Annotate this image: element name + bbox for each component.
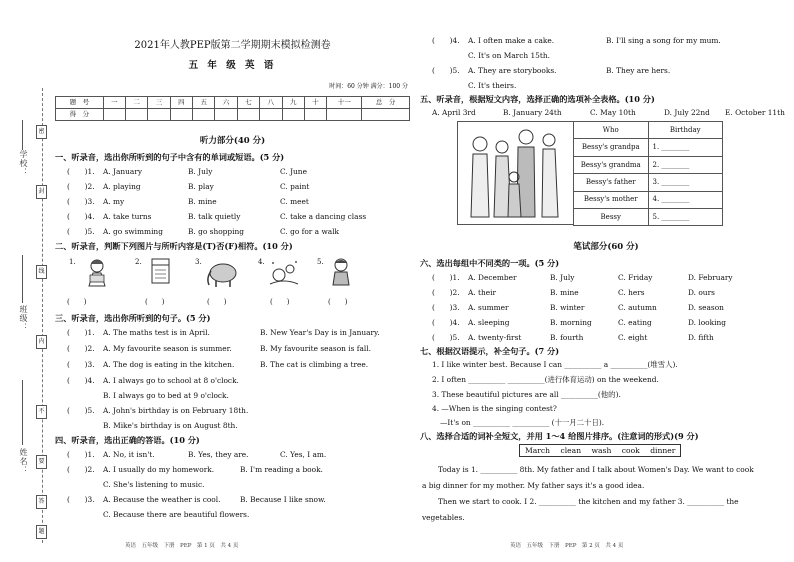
passage-line: a big dinner for my mother. My father says it's a good idea. (422, 481, 645, 490)
tf-paren[interactable]: ( ) (328, 298, 348, 306)
score-row-label: 得 分 (56, 109, 104, 121)
option-a: A. sleeping (468, 318, 510, 327)
answer-paren[interactable]: ( )2. (67, 182, 95, 191)
family-picture (457, 121, 573, 225)
option-c: C. Friday (618, 273, 653, 282)
birthday-blank[interactable]: 3. ________ (648, 174, 723, 191)
answer-paren[interactable]: ( )2. (432, 288, 460, 297)
binding-strip (0, 0, 48, 562)
option-a: A. The dog is eating in the kitchen. (103, 360, 235, 369)
seal-mark-3: 线 (36, 265, 47, 279)
score-header-row (56, 97, 410, 109)
score-header-cell: 六 (215, 97, 237, 109)
name-label: 姓名： (19, 448, 28, 475)
option-b: B. morning (550, 318, 592, 327)
tf-paren[interactable]: ( ) (270, 298, 290, 306)
score-cell[interactable] (148, 109, 170, 121)
option-c: C. It's on March 15th. (468, 51, 550, 60)
option-b: B. I always go to bed at 9 o'clock. (103, 391, 229, 400)
score-cell[interactable] (103, 109, 125, 121)
who-cell: Bessy (574, 208, 649, 225)
birthday-blank[interactable]: 1. ________ (648, 139, 723, 156)
option-a: A. my (103, 197, 125, 206)
picture-number: 3. (195, 258, 202, 266)
answer-paren[interactable]: ( )5. (432, 66, 460, 75)
answer-paren[interactable]: ( )5. (432, 333, 460, 342)
passage-line: vegetables. (422, 513, 465, 522)
passage-line[interactable]: Then we start to cook. I 2. __________ the kitchen and my father 3. __________ the (438, 497, 739, 506)
answer-paren[interactable]: ( )2. (67, 465, 95, 474)
option-c: C. paint (280, 182, 310, 191)
option-c: C. She's listening to music. (103, 480, 205, 489)
who-cell: Bessy's grandpa (574, 139, 649, 156)
score-cell[interactable] (304, 109, 326, 121)
option-b: B. play (188, 182, 214, 191)
option-c: C. eating (618, 318, 652, 327)
seal-mark-6: 要 (36, 455, 47, 469)
option-a: A. They are storybooks. (468, 66, 557, 75)
school-label: 学校： (19, 150, 28, 177)
picture-number: 5. (317, 258, 324, 266)
birthday-option: C. May 10th (590, 108, 636, 117)
answer-paren[interactable]: ( )4. (432, 36, 460, 45)
option-b: B. July (550, 273, 575, 282)
answer-paren[interactable]: ( )4. (67, 376, 95, 385)
score-header-cell: 十 (304, 97, 326, 109)
option-a: A. go swimming (103, 227, 163, 236)
answer-paren[interactable]: ( )4. (67, 212, 95, 221)
option-b: B. The cat is climbing a tree. (260, 360, 369, 369)
tf-paren[interactable]: ( ) (207, 298, 227, 306)
answer-paren[interactable]: ( )1. (67, 167, 95, 176)
option-b: B. I'll sing a song for my mum. (606, 36, 721, 45)
grade-title: 五 年 级 英 语 (188, 60, 277, 71)
option-a: A. No, it isn't. (103, 450, 155, 459)
birthday-header: Birthday (648, 122, 723, 139)
birthday-option: B. January 24th (503, 108, 562, 117)
birthday-blank[interactable]: 5. ________ (648, 208, 723, 225)
answer-paren[interactable]: ( )1. (67, 450, 95, 459)
option-b: B. They are hers. (606, 66, 671, 75)
snow-play-picture (267, 258, 301, 288)
passage-line[interactable]: Today is 1. __________ 8th. My father and I talk about Women's Day. We want to cook (438, 465, 754, 474)
page-footer-left: 英语 五年级 下册 PEP 第 1 页 共 4 页 (125, 543, 239, 550)
option-c: C. autumn (618, 303, 657, 312)
fill-sentence[interactable]: 3. These beautiful pictures are all __________(他的). (432, 390, 621, 399)
picture-number: 2. (135, 258, 142, 266)
option-d: D. February (688, 273, 733, 282)
option-c: C. hers (618, 288, 645, 297)
seal-mark-8: 题 (36, 525, 47, 539)
section-4-heading: 四、听录音，选出正确的答语。(10 分) (55, 435, 200, 445)
option-c: C. June (280, 167, 307, 176)
option-a: A. I always go to school at 8 o'clock. (103, 376, 239, 385)
fill-sentence: 4. —When is the singing contest? (432, 404, 557, 413)
exam-meta: 时间：60 分钟 满分：100 分 (329, 83, 408, 90)
option-b: B. winter (550, 303, 585, 312)
option-b: B. Yes, they are. (188, 450, 249, 459)
birthday-table-row (574, 191, 723, 208)
tf-paren[interactable]: ( ) (67, 298, 87, 306)
option-a: A. I usually do my homework. (103, 465, 215, 474)
birthday-blank[interactable]: 2. ________ (648, 156, 723, 173)
family-illustration (458, 122, 572, 224)
option-a: A. summer (468, 303, 509, 312)
left-page (55, 0, 410, 562)
option-a: A. The maths test is in April. (103, 328, 210, 337)
section-6-heading: 六、选出每组中不同类的一项。(5 分) (420, 258, 560, 268)
score-header-cell: 总 分 (362, 97, 410, 109)
score-cell[interactable] (126, 109, 148, 121)
who-cell: Bessy's mother (574, 191, 649, 208)
seal-mark-7: 答 (36, 495, 47, 509)
picture-number: 1. (69, 258, 76, 266)
birthday-table-row (574, 139, 723, 156)
option-c: C. Yes, I am. (280, 450, 327, 459)
fill-sentence[interactable]: —It's on __________ __________ (十一月二十日). (440, 418, 605, 427)
option-a: A. twenty-first (468, 333, 522, 342)
option-b: B. Mike's birthday is on August 8th. (103, 421, 238, 430)
option-b: B. mine (188, 197, 217, 206)
who-cell: Bessy's father (574, 174, 649, 191)
score-header-cell: 八 (260, 97, 282, 109)
section-1-heading: 一、听录音，选出你所听到的句子中含有的单词或短语。(5 分) (55, 152, 285, 162)
score-cell[interactable] (260, 109, 282, 121)
score-header-cell: 题 号 (56, 97, 104, 109)
birthday-option: A. April 3rd (432, 108, 476, 117)
answer-paren[interactable]: ( )3. (67, 360, 95, 369)
answer-paren[interactable]: ( )5. (67, 227, 95, 236)
birthday-table-row (574, 208, 723, 225)
school-line (22, 120, 23, 150)
answer-paren[interactable]: ( )3. (432, 303, 460, 312)
section-3-heading: 三、听录音，选出你所听到的句子。(5 分) (55, 313, 211, 323)
option-b: B. Because I like snow. (240, 495, 326, 504)
section-8-heading: 八、选择合适的词补全短文，并用 1～4 给图片排序。(注意词的形式)(9 分) (420, 431, 699, 441)
score-header-cell: 七 (237, 97, 259, 109)
birthday-table-row (574, 174, 723, 191)
score-header-cell: 十一 (327, 97, 362, 109)
fill-sentence[interactable]: 2. I often __________ __________(进行体育运动) on the weekend. (432, 375, 659, 384)
option-b: B. mine (550, 288, 579, 297)
girl-reading-picture (81, 258, 115, 288)
score-header-cell: 九 (282, 97, 304, 109)
option-d: D. looking (688, 318, 726, 327)
birthday-option: D. July 22nd (664, 108, 710, 117)
word-bank-item: dinner (650, 446, 676, 455)
option-a: A. playing (103, 182, 141, 191)
score-header-cell: 三 (148, 97, 170, 109)
option-b: B. go shopping (188, 227, 244, 236)
option-c: C. go for a walk (280, 227, 340, 236)
tf-paren[interactable]: ( ) (145, 298, 165, 306)
birthday-table-row (574, 156, 723, 173)
option-a: A. take turns (103, 212, 152, 221)
seal-mark-4: 内 (36, 335, 47, 349)
word-bank-item: wash (591, 446, 612, 455)
answer-paren[interactable]: ( )4. (432, 318, 460, 327)
seal-dashed-line (42, 88, 43, 543)
section-5-heading: 五、听录音，根据短文内容，选择正确的选项补全表格。(10 分) (420, 94, 655, 104)
option-a: A. January (103, 167, 143, 176)
answer-paren[interactable]: ( )3. (67, 197, 95, 206)
option-a: A. December (468, 273, 517, 282)
score-header-cell: 五 (193, 97, 215, 109)
option-c: C. Because there are beautiful flowers. (103, 510, 250, 519)
writing-part-title: 笔试部分(60 分) (573, 242, 639, 252)
score-cell[interactable] (237, 109, 259, 121)
answer-paren[interactable]: ( )5. (67, 406, 95, 415)
who-cell: Bessy's grandma (574, 156, 649, 173)
option-b: B. New Year's Day is in January. (260, 328, 380, 337)
option-b: B. fourth (550, 333, 584, 342)
picture-number: 4. (258, 258, 265, 266)
score-cell[interactable] (170, 109, 192, 121)
page-footer-right: 英语 五年级 下册 PEP 第 2 页 共 4 页 (510, 543, 624, 550)
answer-paren[interactable]: ( )1. (67, 328, 95, 337)
birthday-option: E. October 11th (725, 108, 785, 117)
answer-paren[interactable]: ( )2. (67, 344, 95, 353)
birthday-blank[interactable]: 4. ________ (648, 191, 723, 208)
exam-title: 2021年人教PEP版第二学期期末模拟检测卷 (134, 40, 331, 51)
birthday-table-header (574, 122, 723, 139)
option-a: A. John's birthday is on February 18th. (103, 406, 249, 415)
name-line (22, 380, 23, 445)
right-page (420, 0, 792, 562)
who-header: Who (574, 122, 649, 139)
option-b: B. My favourite season is fall. (260, 344, 371, 353)
fill-sentence[interactable]: 1. I like winter best. Because I can __________ a __________(堆雪人). (432, 360, 678, 369)
option-d: D. season (688, 303, 724, 312)
seal-mark-1: 密 (36, 125, 47, 139)
option-a: A. Because the weather is cool. (103, 495, 221, 504)
option-b: B. July (188, 167, 213, 176)
option-b: B. talk quietly (188, 212, 241, 221)
option-b: B. I'm reading a book. (240, 465, 323, 474)
score-cell[interactable] (327, 109, 362, 121)
elephant-picture (205, 258, 239, 288)
boy-picture (325, 256, 359, 286)
option-c: C. take a dancing class (280, 212, 367, 221)
option-a: A. I often make a cake. (468, 36, 555, 45)
class-label: 班级： (19, 305, 28, 332)
seal-mark-2: 封 (36, 185, 47, 199)
word-bank-item: cook (621, 446, 640, 455)
option-a: A. their (468, 288, 497, 297)
score-header-cell: 四 (170, 97, 192, 109)
option-c: C. It's theirs. (468, 81, 517, 90)
option-d: D. ours (688, 288, 715, 297)
option-a: A. My favourite season is summer. (103, 344, 232, 353)
answer-paren[interactable]: ( )3. (67, 495, 95, 504)
score-cell[interactable] (362, 109, 410, 121)
score-header-cell: 一 (103, 97, 125, 109)
calendar-picture (143, 256, 177, 286)
section-7-heading: 七、根据汉语提示，补全句子。(7 分) (420, 346, 560, 356)
option-d: D. fifth (688, 333, 714, 342)
birthday-table (573, 121, 723, 226)
option-c: C. meet (280, 197, 309, 206)
score-table (55, 96, 410, 121)
word-bank-item: clean (560, 446, 582, 455)
option-c: C. eight (618, 333, 648, 342)
score-cell[interactable] (215, 109, 237, 121)
seal-mark-5: 不 (36, 405, 47, 419)
score-cell[interactable] (282, 109, 304, 121)
score-header-cell: 二 (126, 97, 148, 109)
word-bank (519, 444, 681, 457)
score-value-row (56, 109, 410, 121)
section-2-heading: 二、听录音，判断下列图片与所听内容是(T)否(F)相符。(10 分) (55, 241, 293, 251)
score-cell[interactable] (193, 109, 215, 121)
answer-paren[interactable]: ( )1. (432, 273, 460, 282)
word-bank-item: March (525, 446, 551, 455)
listening-part-title: 听力部分(40 分) (199, 136, 266, 146)
class-line (22, 255, 23, 303)
